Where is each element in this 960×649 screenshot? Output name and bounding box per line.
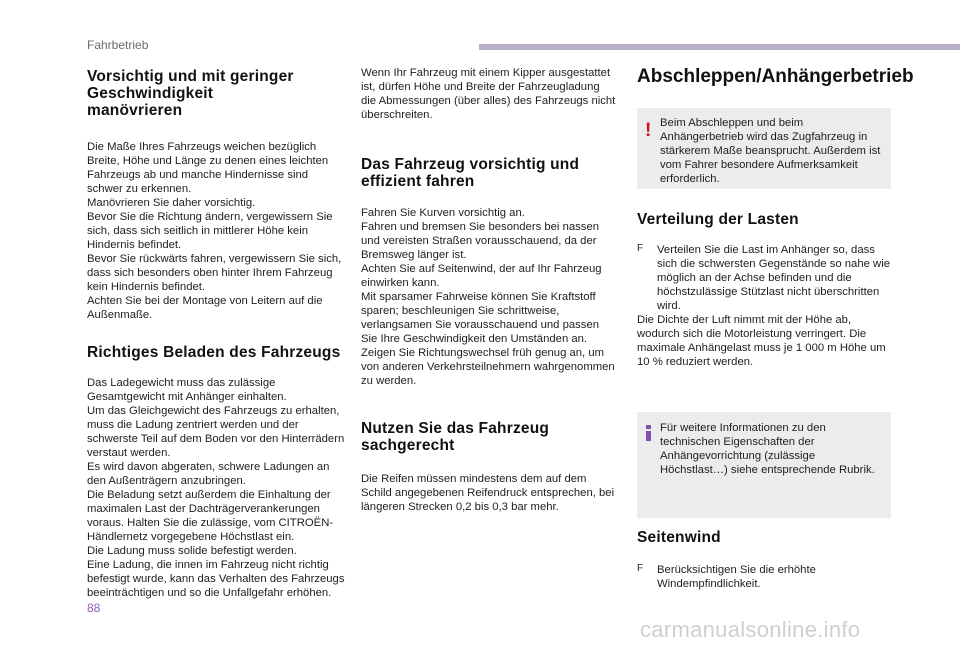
info-box	[637, 412, 891, 518]
paragraph-maneuvering: Die Maße Ihres Fahrzeugs weichen bezüglich Breite, Höhe und Länge zu denen eines leichten Fahrzeugs ab und manche Hindernisse sind schwer zu erkennen. Manövrieren Sie daher vorsichtig. Bevor Sie die Richtung ändern, vergewissern Sie sich, dass sich seitlich in mittlerer Höhe kein Hindernis befindet. Bevor Sie rückwärts fahren, vergewissern Sie sich, dass sich besonders oben hinter Ihrem Fahrzeug kein Hindernis befindet. Achten Sie bei der Montage von Leitern auf die Außenmaße.	[87, 141, 342, 321]
heading-load-distribution: Verteilung der Lasten	[637, 211, 799, 228]
warning-text: Beim Abschleppen und beim Anhängerbetrieb wird das Zugfahrzeug in stärkerem Maße beansprucht. Außerdem ist vom Fahrer besondere Aufmerksamkeit erforderlich.	[660, 117, 881, 185]
bullet-load-text: Verteilen Sie die Last im Anhänger so, dass sich die schwersten Gegenstände so nahe wie möglich an der Achse befinden und die höchstzulässige Stützlast nicht überschritten wird.	[657, 244, 890, 312]
page-number: 88	[87, 601, 101, 615]
heading-loading: Richtiges Beladen des Fahrzeugs	[87, 344, 341, 361]
column-left	[87, 68, 345, 600]
bullet-icon: F	[637, 243, 644, 254]
warning-box	[637, 108, 891, 189]
column-right	[637, 66, 914, 591]
column-middle	[361, 66, 617, 514]
info-icon	[646, 425, 651, 441]
heading-towing: Abschleppen/Anhängerbetrieb	[637, 66, 914, 87]
heading-use-properly: Nutzen Sie das Fahrzeug sachgerecht	[361, 420, 550, 454]
bullet-icon: F	[637, 563, 644, 574]
paragraph-tipper: Wenn Ihr Fahrzeug mit einem Kipper ausgestattet ist, dürfen Höhe und Breite der Fahrzeugladung die Abmessungen (über alles) des Fahrzeugs nicht überschreiten.	[361, 67, 616, 121]
heading-crosswind: Seitenwind	[637, 529, 721, 546]
heading-drive-carefully: Das Fahrzeug vorsichtig und effizient fahren	[361, 156, 580, 190]
paragraph-air-density: Die Dichte der Luft nimmt mit der Höhe ab, wodurch sich die Motorleistung verringert. Die maximale Anhängelast muss je 1 000 m Höhe um 10 % reduziert werden.	[637, 314, 886, 368]
paragraph-tyres: Die Reifen müssen mindestens dem auf dem Schild angegebenen Reifendruck entsprechen, bei längeren Strecken 0,2 bis 0,3 bar mehr.	[361, 473, 615, 513]
heading-maneuvering: Vorsichtig und mit geringer Geschwindigkeit manövrieren	[87, 68, 294, 119]
bullet-crosswind-text: Berücksichtigen Sie die erhöhte Windempfindlichkeit.	[657, 564, 816, 590]
watermark: carmanualsonline.info	[640, 617, 861, 642]
section-bar	[479, 44, 960, 50]
info-text: Für weitere Informationen zu den technischen Eigenschaften der Anhängevorrichtung (zulässige Höchstlast…) siehe entsprechende Rubrik.	[660, 422, 875, 476]
paragraph-loading: Das Ladegewicht muss das zulässige Gesamtgewicht mit Anhänger einhalten. Um das Gleichgewicht des Fahrzeugs zu erhalten, muss die Ladung zentriert werden und der schwerste Teil auf dem Boden vor den Hinterrädern verstaut werden. Es wird davon abgeraten, schwere Ladungen an den Außenträgern anzubringen. Die Beladung setzt außerdem die Einhaltung der maximalen Last der Dachträgerverankerungen voraus. Halten Sie die zulässige, vom CITROËN-Händlernetz vorgegebene Höchstlast ein. Die Ladung muss solide befestigt werden. Eine Ladung, die innen im Fahrzeug nicht richtig befestigt wurde, kann das Verhalten des Fahrzeugs beeinträchtigen und so die Unfallgefahr erhöhen.	[87, 377, 345, 599]
paragraph-drive-carefully: Fahren Sie Kurven vorsichtig an. Fahren und bremsen Sie besonders bei nassen und vereisten Straßen vorausschauend, da der Bremsweg länger ist. Achten Sie auf Seitenwind, der auf Ihr Fahrzeug einwirken kann. Mit sparsamer Fahrweise können Sie Kraftstoff sparen; beschleunigen Sie schrittweise, verlangsamen Sie vorausschauend und passen Sie Ihre Geschwindigkeit den Umständen an. Zeigen Sie Richtungswechsel früh genug an, um von anderen Verkehrsteilnehmern wahrgenommen zu werden.	[361, 207, 615, 387]
bullet-load	[637, 243, 895, 313]
warning-icon: !	[645, 120, 652, 141]
section-title: Fahrbetrieb	[87, 38, 149, 52]
bullet-crosswind	[637, 563, 895, 591]
